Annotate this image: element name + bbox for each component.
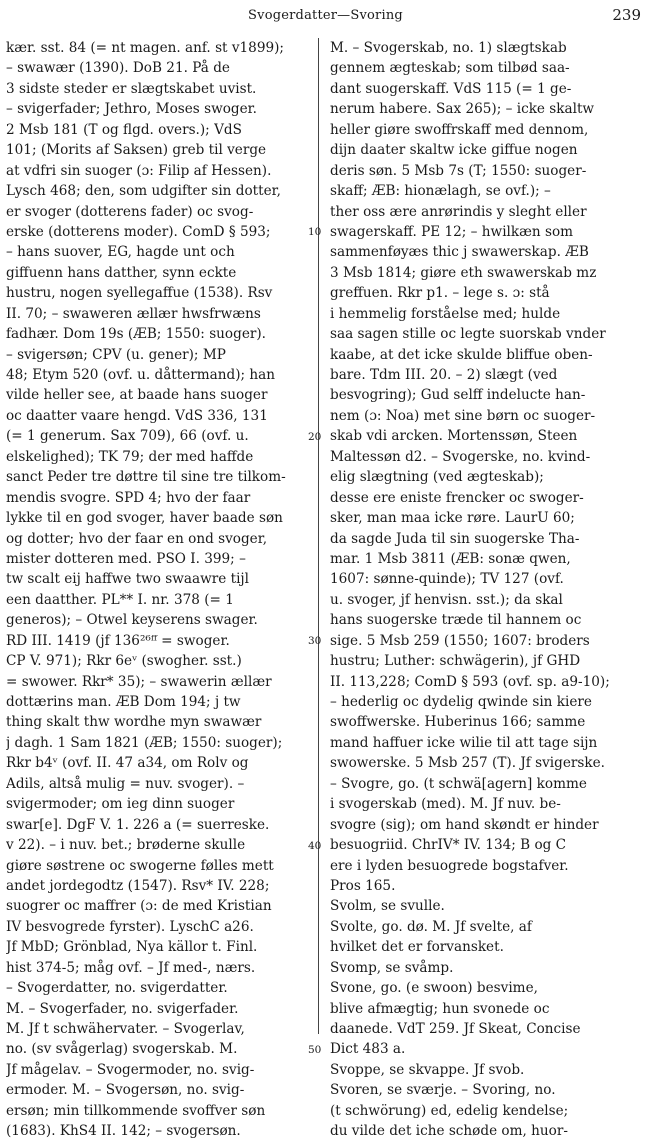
text-line: sker, man maa icke røre. LaurU 60; [330,510,575,527]
text-line: hist 374-5; måg ovf. – Jf med-, nærs. [6,959,256,976]
text-line: andet jordegodtz (1547). Rsv* IV. 228; [6,877,270,894]
text-line: u. svoger, jf henvisn. sst.); da skal [330,591,563,608]
text-line: hans suogerske træde til hannem oc [330,612,582,629]
text-line: 3 sidste steder er slægtskabet uvist. [6,80,257,97]
text-line: – hans suover, EG, hagde unt och [6,244,235,261]
text-line: II. 70; – swaweren ællær hwsfrwæns [6,305,261,322]
text-line: mendis svogre. SPD 4; hvo der faar [6,489,251,506]
text-line: sammenføyæs thic j swawerskap. ÆB [330,244,589,261]
text-line: IV besvogrede fyrster). LyschC a26. [6,918,254,935]
text-line: – hederlig oc dydelig qwinde sin kiere [330,694,592,710]
text-line: besvogring); Gud selff indelucte han- [330,387,586,404]
gutter-line-number: 20 [308,430,322,443]
text-line: generos); – Otwel keyserens swager. [6,612,258,629]
text-line: 3 Msb 1814; giøre eth swawerskab mz [330,264,597,281]
text-line: Svomp, se svåmp. [330,959,454,976]
text-line: Adils, altså mulig = nuv. svoger). – [6,775,245,792]
text-line: kaabe, at det icke skulde bliffue oben- [330,346,593,363]
text-line: 2 Msb 181 (T og flgd. overs.); VdS [6,121,242,138]
text-line: i svogerskab (med). M. Jf nuv. be- [330,796,561,813]
text-line: vilde heller see, at baade hans suoger [6,387,268,404]
text-line: ere i lyden besuogrede bogstafver. [330,857,569,874]
text-line: 48; Etym 520 (ovf. u. dåttermand); han [6,367,276,383]
text-line: – svigersøn; CPV (u. gener); MP [6,346,226,363]
text-line: elig slægtning (ved ægteskab); [330,469,544,486]
text-line: – swawær (1390). DoB 21. På de [6,60,230,77]
text-line: bare. Tdm III. 20. – 2) slægt (ved [330,367,558,383]
text-line: skab vdi arcken. Mortenssøn, Steen [330,428,578,445]
page-header [0,4,651,28]
text-line: dijn daater skaltw icke giffue nogen [330,142,578,159]
text-line: – Svogerdatter, no. svigerdatter. [6,980,228,997]
text-line: Jf mågelav. – Svogermoder, no. svig- [6,1061,255,1078]
text-line: Rkr b4ᵛ (ovf. II. 47 a34, om Rolv og [6,755,249,772]
text-line: M. Jf t schwähervater. – Svogerlav, [6,1021,245,1037]
text-line: RD III. 1419 (jf 136²⁶ᶠᶠ = swoger. [6,632,230,649]
text-line: sanct Peder tre døttre til sine tre tilkom- [6,469,286,486]
text-line: mister dotteren med. PSO I. 399; – [6,550,246,567]
text-line: at vdfri sin suoger (ɔ: Filip af Hessen). [6,162,272,179]
text-line: Dict 483 a. [330,1041,406,1058]
text-line: een daatther. PL** I. nr. 378 (= 1 [6,591,234,608]
page-number: 239 [612,6,641,24]
text-line: swowerske. 5 Msb 257 (T). Jf svigerske. [330,755,605,772]
text-line: giøre søstrene oc swogerne følles mett [6,857,274,874]
text-line: giffuenn hans datther, synn eckte [6,264,237,281]
text-line: saa sagen stille oc legte suorskab vnder [330,326,606,343]
text-line: (t schwörung) ed, edelig kendelse; [330,1102,569,1119]
text-line: sige. 5 Msb 259 (1550; 1607: broders [330,632,590,649]
text-line: Pros 165. [330,877,396,894]
gutter-line-number: 50 [308,1044,322,1057]
text-line: erske (dotterens moder). ComD § 593; [6,223,271,240]
gutter-line-number: 10 [308,226,322,239]
text-line: oc daatter vaare hengd. VdS 336, 131 [6,407,268,424]
text-line: nerum habere. Sax 265); – icke skaltw [330,101,595,118]
text-line: suogrer oc maffrer (ɔ: de med Kristian [6,898,272,915]
text-line: ther oss ære anrørindis y sleght eller [330,203,587,220]
text-line: CP V. 971); Rkr 6eᵛ (swogher. sst.) [6,653,242,670]
text-line: daanede. VdT 259. Jf Skeat, Concise [330,1021,581,1037]
text-line: hustru; Luther: schwägerin), jf GHD [330,653,581,670]
text-line: er svoger (dotterens fader) oc svog- [6,203,254,220]
text-line: (= 1 generum. Sax 709), 66 (ovf. u. [6,428,249,445]
text-line: = swower. Rkr* 35); – swawerin ællær [6,673,272,690]
text-line: ermoder. M. – Svogersøn, no. svig- [6,1082,245,1099]
text-line: og dotter; hvo der faar en ond svoger, [6,530,268,547]
text-line: nem (ɔ: Noa) met sine børn oc suoger- [330,407,596,424]
text-line: mand haffuer icke wilie til att tage sijn [330,734,598,751]
text-line: heller giøre swoffrskaff med dennom, [330,121,589,138]
text-line: elskelighed); TK 79; der med haffde [6,448,254,465]
text-line: svigermoder; om ieg dinn suoger [6,796,235,813]
text-line: – Svogre, go. (t schwä[agern] komme [330,775,587,792]
text-line: – svigerfader; Jethro, Moses swoger. [6,101,257,118]
text-line: 101; (Morits af Saksen) greb til verge [6,142,267,159]
left-column [6,38,309,1142]
text-line: II. 113,228; ComD § 593 (ovf. sp. a9-10); [330,673,610,690]
text-line: thing skalt thw wordhe myn swawær [6,714,262,731]
text-line: Svoren, se sværje. – Svoring, no. [330,1082,556,1099]
text-line: (1683). KhS4 II. 142; – svogersøn. [6,1123,241,1140]
text-line: dottærins man. ÆB Dom 194; j tw [6,694,241,710]
text-line: Jf MbD; Grönblad, Nya källor t. Finl. [6,939,258,956]
text-line: dant suogerskaff. VdS 115 (= 1 ge- [330,80,572,97]
text-line: deris søn. 5 Msb 7s (T; 1550: suoger- [330,162,587,179]
text-line: hustru, nogen syellegaffue (1538). Rsv [6,285,273,302]
text-line: Maltessøn d2. – Svogerske, no. kvind- [330,448,591,465]
text-line: Svolte, go. dø. M. Jf svelte, af [330,918,532,935]
text-line: du vilde det iche schøde om, huor- [330,1123,568,1140]
text-line: da sagde Juda til sin suogerske Tha- [330,530,580,547]
text-line: swar[e]. DgF V. 1. 226 a (= suerreske. [6,816,270,833]
text-line: v 22). – i nuv. bet.; brøderne skulle [6,837,246,854]
column-divider [318,38,319,1034]
text-line: mar. 1 Msb 3811 (ÆB: sonæ qwen, [330,550,571,567]
text-line: gennem ægteskab; som tilbød saa- [330,60,570,77]
text-line: lykke til en god svoger, haver baade søn [6,510,283,527]
text-line: svogre (sig); om hand skøndt er hinder [330,816,599,833]
text-line: i hemmelig forståelse med; hulde [330,305,561,322]
right-column [330,38,644,1142]
text-line: hvilket det er forvansket. [330,939,504,956]
text-line: Lysch 468; den, som udgifter sin dotter, [6,183,281,200]
text-line: kær. sst. 84 (= nt magen. anf. st v1899); [6,40,284,56]
text-line: swoffwerske. Huberinus 166; samme [330,714,586,731]
text-line: besuogriid. ChrIV* IV. 134; B og C [330,837,567,854]
text-line: 1607: sønne-quinde); TV 127 (ovf. [330,571,564,588]
text-line: Svolm, se svulle. [330,898,445,915]
text-line: fadhær. Dom 19s (ÆB; 1550: suoger). [6,326,266,343]
text-line: tw scalt eij haffwe two swaawre tijl [6,571,249,588]
text-line: skaff; ÆB: hionælagh, se ovf.); – [330,183,551,200]
text-line: M. – Svogerfader, no. svigerfader. [6,1000,239,1017]
running-head: Svogerdatter—Svoring [248,8,403,23]
text-line: Svone, go. (e swoon) besvime, [330,980,538,997]
gutter-line-number: 40 [308,839,322,852]
text-line: no. (sv svågerlag) svogerskab. M. [6,1041,238,1058]
text-line: desse ere eniste frencker oc swoger- [330,489,584,506]
text-line: swagerskaff. PE 12; – hwilkæn som [330,223,574,240]
text-line: greffuen. Rkr p1. – lege s. ɔ: stå [330,285,550,302]
text-line: M. – Svogerskab, no. 1) slægtskab [330,40,567,56]
text-line: blive afmægtig; hun svonede oc [330,1000,550,1017]
text-line: j dagh. 1 Sam 1821 (ÆB; 1550: suoger); [6,734,283,751]
text-line: ersøn; min tillkommende svoffver søn [6,1102,266,1119]
text-line: Svoppe, se skvappe. Jf svob. [330,1061,525,1078]
gutter-line-number: 30 [308,635,322,648]
